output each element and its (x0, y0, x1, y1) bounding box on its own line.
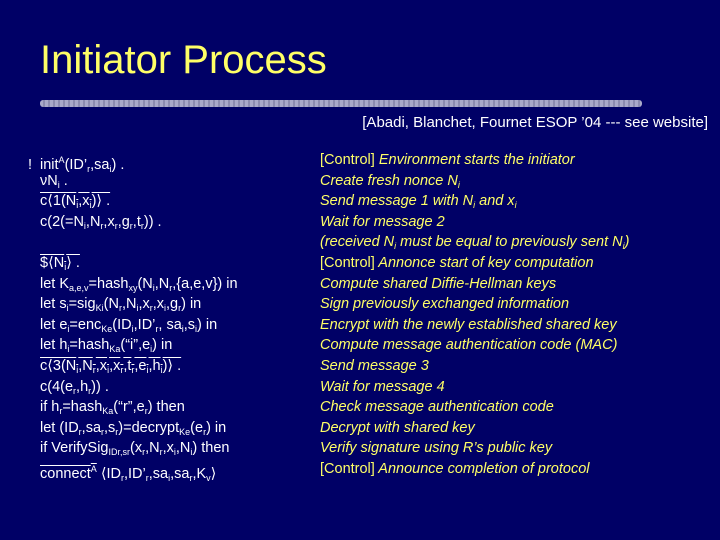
comment-text: i (622, 241, 625, 252)
code-token: r (131, 364, 135, 375)
comment-text: Wait for message 4 (320, 378, 445, 395)
code-token: let h (40, 337, 68, 354)
code-token: ) in (181, 296, 202, 313)
code-token: i (107, 364, 110, 375)
control-tag: [Control] (320, 254, 375, 271)
code-token: )) . (91, 378, 109, 395)
code-line (28, 212, 238, 233)
code-token: νN (40, 172, 58, 189)
code-token: )=decrypt (118, 419, 180, 436)
code-token: i (146, 364, 149, 375)
comment-line (320, 294, 629, 315)
code-token: r (142, 447, 146, 458)
code-token: i (150, 344, 153, 355)
code-token: r (73, 385, 77, 396)
comment-text: Announce completion of protocol (374, 460, 590, 477)
replication-bang: ! (28, 157, 33, 173)
code-token: ,x (152, 296, 164, 313)
code-token: ,g (117, 213, 130, 230)
code-line (28, 438, 238, 459)
code-token: i (190, 447, 193, 458)
comment-line (320, 274, 629, 295)
code-token: if VerifySig (40, 440, 109, 457)
code-token: ) then (147, 399, 185, 416)
comment-text: Compute shared Diffie-Hellman keys (320, 275, 557, 292)
code-token: ,{a,e,v}) in (172, 275, 238, 292)
code-token: r (203, 426, 207, 437)
code-token: =sig (68, 296, 96, 313)
code-line (28, 377, 238, 398)
code-token: ,sa (170, 465, 190, 482)
code-token: c⟨3(N (40, 357, 77, 374)
code-token: i (67, 344, 70, 355)
comment-line (320, 253, 629, 274)
comment-text: Verify signature using R’s public key (320, 440, 553, 457)
code-token: ,N (154, 275, 170, 292)
code-token: r (87, 164, 91, 174)
code-token: i (181, 323, 184, 334)
code-token: r (101, 426, 105, 437)
code-token: A (58, 155, 65, 165)
code-token: i (195, 323, 198, 334)
code-token: ,sa (90, 157, 110, 173)
code-token: ,x (95, 357, 108, 374)
code-token: r (149, 303, 153, 314)
code-token: )) . (143, 213, 162, 230)
code-token: i (67, 323, 70, 334)
code-token: =enc (69, 316, 102, 333)
code-line (28, 356, 238, 377)
comment-text: Decrypt with shared key (320, 419, 475, 436)
code-token: (x (130, 440, 143, 457)
code-token: i (152, 282, 155, 293)
comment-text: Send message 1 with N (320, 193, 474, 210)
code-token: r (155, 323, 159, 334)
code-token: ,x (109, 357, 121, 374)
title-divider (40, 100, 642, 107)
control-tag: [Control] (320, 460, 375, 477)
code-token: ,N (175, 440, 191, 457)
code-token: ,K (192, 465, 207, 482)
code-token: (“r”,e (113, 399, 145, 416)
code-token: (“i”,e (120, 337, 151, 354)
code-token: ,N (145, 440, 160, 457)
comment-line (320, 356, 629, 377)
code-token: (ID’ (64, 157, 88, 173)
code-token: (e (190, 419, 204, 436)
code-token: ,h (148, 357, 161, 374)
code-token: let K (40, 275, 70, 292)
code-line (28, 294, 238, 315)
code-token: a,e,v (69, 282, 89, 293)
code-line (28, 191, 238, 212)
code-token: init (40, 157, 59, 173)
code-token: ,x (103, 213, 115, 230)
code-token: i (160, 364, 163, 375)
code-token: ) then (192, 440, 230, 457)
code-comments (320, 150, 629, 480)
code-token: r (159, 447, 163, 458)
code-token: )⟩ . (162, 357, 182, 374)
code-token: ,N (85, 213, 101, 230)
code-token: ,sa (148, 465, 169, 482)
code-token: ,sa (81, 419, 102, 436)
code-line (28, 418, 238, 439)
comment-line (320, 397, 629, 418)
code-token: Ki (95, 303, 104, 314)
output-channel (40, 463, 97, 482)
code-token: ,s (104, 419, 116, 436)
output-channel (40, 193, 110, 209)
code-line (28, 274, 238, 295)
code-token: c(4(e (40, 378, 74, 395)
code-token: ,x (138, 296, 150, 313)
code-token: i (164, 303, 166, 314)
comment-text: Send message 3 (320, 357, 429, 374)
comment-text: i (457, 179, 460, 190)
code-token: =hash (88, 275, 129, 292)
code-token: (N (137, 275, 153, 292)
code-token: i (168, 472, 171, 483)
comment-line (320, 232, 629, 253)
code-token: r (140, 220, 144, 231)
comment-line (320, 377, 629, 398)
code-token: ,s (183, 316, 196, 333)
slide-title: Initiator Process (40, 38, 327, 82)
code-token: =hash (62, 399, 103, 416)
comment-line (320, 212, 629, 233)
code-token: i (131, 323, 134, 334)
code-token: Ke (101, 323, 113, 334)
code-token: ,h (76, 378, 89, 395)
code-token: r (189, 472, 193, 483)
code-token: ⟨ID (96, 465, 121, 482)
control-tag: [Control] (320, 152, 375, 168)
code-token: r (145, 472, 149, 483)
comment-line (320, 459, 629, 480)
comment-text: Check message authentication code (320, 399, 554, 416)
code-token: i (57, 179, 60, 190)
code-token: ) . (111, 157, 125, 173)
comment-text: i (394, 241, 397, 252)
output-channel (40, 255, 80, 271)
code-token: r (78, 426, 82, 437)
comment-line (320, 191, 629, 212)
code-token: ,ID’ (133, 316, 156, 333)
code-token: Ka (102, 406, 114, 417)
comment-text: Create fresh nonce N (320, 172, 458, 189)
citation: [Abadi, Blanchet, Fournet ESOP ’04 --- see website] (362, 114, 708, 131)
code-token: connect (40, 465, 91, 482)
code-token: ,x (78, 193, 90, 210)
code-line (28, 459, 238, 483)
code-token: i (76, 364, 79, 375)
comment-text: and x (475, 193, 515, 210)
comment-text: Annonce start of key computation (374, 254, 594, 271)
code-token: ,t (123, 357, 132, 374)
code-token: c⟨1(N (40, 193, 77, 210)
code-token: ,N (121, 296, 137, 313)
code-token: ,g (166, 296, 179, 313)
code-token: , sa (158, 316, 182, 333)
code-token: =hash (69, 337, 110, 354)
code-token: ,N (78, 357, 93, 374)
comment-line (320, 438, 629, 459)
code-token: r (121, 472, 124, 483)
code-token: v (206, 472, 211, 483)
code-line (28, 253, 238, 274)
code-token: ) in (206, 419, 227, 436)
comment-line (320, 315, 629, 336)
code-token: ⟩ . (66, 254, 80, 271)
code-token: ) in (197, 316, 218, 333)
code-line (28, 171, 238, 192)
code-token: ,x (162, 440, 174, 457)
code-token: c(2(=N (40, 213, 84, 230)
code-token: i (66, 303, 69, 314)
code-token: $⟨N (40, 254, 65, 271)
code-token: r (118, 303, 122, 314)
code-token: )⟩ . (91, 193, 111, 210)
code-token: . (59, 172, 68, 189)
process-code (28, 150, 238, 483)
code-token: ⟩ (210, 465, 217, 482)
code-token: IDr,sr (108, 447, 130, 458)
code-token: let s (40, 296, 67, 313)
code-token: r (169, 282, 173, 293)
comment-text: (received N (320, 234, 395, 251)
code-token: A (90, 463, 97, 474)
code-token: r (178, 303, 182, 314)
code-token: (N (103, 296, 119, 313)
code-token: r (120, 364, 124, 375)
code-token: ) in (152, 337, 173, 354)
code-token: r (129, 220, 133, 231)
code-token: ,ID’ (124, 465, 146, 482)
code-token: r (114, 220, 118, 231)
comment-text: Sign previously exchanged information (320, 296, 570, 313)
comment-text: i (514, 200, 517, 211)
code-token: xy (128, 282, 138, 293)
comment-text: Compute message authentication code (MAC) (320, 337, 618, 354)
comment-text: Environment starts the initiator (374, 152, 575, 168)
code-token: i (136, 303, 139, 314)
code-token: r (144, 406, 148, 417)
code-token: let e (40, 316, 68, 333)
code-token: Ke (179, 426, 191, 437)
comment-text: Encrypt with the newly established shared key (320, 316, 617, 333)
code-token: ,e (134, 357, 147, 374)
comment-text: i (473, 200, 476, 211)
code-token: i (76, 200, 79, 211)
code-token: (ID (112, 316, 132, 333)
code-token: i (64, 261, 67, 272)
code-token: let (ID (40, 419, 79, 436)
comment-line (320, 418, 629, 439)
code-token: r (88, 385, 92, 396)
code-token: i (83, 220, 86, 231)
code-line (28, 315, 238, 336)
code-token: i (109, 164, 112, 174)
code-token: r (92, 364, 96, 375)
code-token: ,t (132, 213, 141, 230)
code-token: i (89, 200, 92, 211)
comment-text: Wait for message 2 (320, 213, 445, 230)
output-channel (40, 358, 181, 374)
comment-text: ) (624, 234, 630, 251)
comment-text: must be equal to previously sent N (396, 234, 623, 251)
code-line (28, 335, 238, 356)
comment-line (320, 335, 629, 356)
code-token: r (100, 220, 104, 231)
code-token: r (115, 426, 119, 437)
code-token: r (59, 406, 63, 417)
code-token: Ka (109, 344, 121, 355)
comment-line (320, 150, 629, 171)
comment-line (320, 171, 629, 192)
code-token: i (173, 447, 176, 458)
code-line-blank (28, 232, 238, 253)
code-token: if h (40, 399, 60, 416)
code-line (28, 150, 238, 174)
code-line (28, 397, 238, 418)
